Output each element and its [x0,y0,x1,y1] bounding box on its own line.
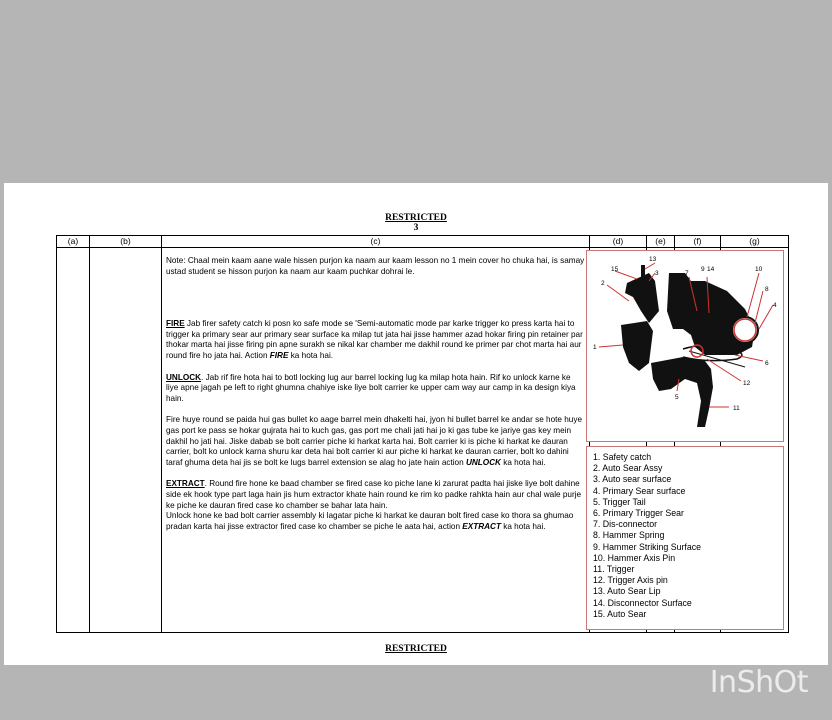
callout-15: 15 [611,266,619,273]
legend-item: 3. Auto sear surface [593,474,672,485]
fired-round-paragraph [166,415,585,468]
page-number: 3 [413,223,419,233]
extract-tail: ka hota hai. [500,521,546,531]
legend-item: 7. Dis-connector [593,519,658,530]
unlock-heading: UNLOCK [166,372,202,382]
callout-7: 7 [685,270,689,277]
fired-text: Fire huye round se paida hui gas bullet ko aage barrel mein dhakelti hai, jyon hi bullet barrel ke andar se hote huye gas port ke pass se hokar gujrata hai to kuch gas, gas port me chali jati hai jo ki gas tube ke jariye gas key mein dakhil ho jati hai. Jiske dabab se bolt carrier piche ki harkat karta hai. Bolt carrier ki is piche ki harkat ke dauran carrier, bolt ko unlock karna shuru kar deta hai bolt carrier ki aur piche ki harkat ke dauran carrier, bolt ko dahini taraf ghuma deta hai jis se bolt ke lugs barrel extension se alag ho jate hain action [166,415,583,467]
column-header: (f) [675,236,721,248]
inshot-watermark: InShOt [709,665,808,700]
callout-9: 9 [701,266,705,273]
mechanism-drawing [587,251,783,441]
legend-item: 11. Trigger [593,564,635,575]
column-header: (e) [647,236,675,248]
fire-text: Jab firer safety catch ki posn ko safe mode se 'Semi-automatic mode par karke trigger ko press karta hai to trigger ka primary sear aur primary sear surface ka milap tut jata hai jisse hammer azad hokar firing pin retainer par thokar marta hai jisse firing pin apne surakh se nikal kar chamber me dakhil round ke primer par chot marta hai aur round fire ho jata hai. Action [166,319,583,360]
legend-item: 1. Safety catch [593,452,652,462]
unlock-paragraph [166,373,585,405]
callout-6: 6 [765,360,769,367]
parts-legend [586,446,784,630]
legend-item: 5. Trigger Tail [593,496,646,507]
extract-text-2: Unlock hone ke bad bolt carrier assembly ki lagatar piche ki harkat ke dauran bolt fired case ko thora sa ghumao pradan karta hai jisse extractor fired case ko chamber se piche le aata hai, action [166,511,574,531]
extract-paragraph [166,479,585,511]
extract-text: . Round fire hone ke baad chamber se fired case ko piche lane ki zarurat padta hai jiske liye bolt dahine side ek hook type part laga hain jis hum extractor khate hain round ke rim ko padke rahkta hain aur chal wale purje ke piche ke dauran fired case ko chamber se bahar lata hain. [166,479,582,510]
legend-item: 12. Trigger Axis pin [593,575,668,586]
cell-a [57,248,90,633]
callout-5: 5 [675,394,679,401]
header-classification: RESTRICTED [385,213,447,223]
callout-14: 14 [707,266,715,273]
fired-tail: ka hota hai. [500,457,546,467]
callout-3: 3 [655,270,659,277]
lesson-text [162,248,589,532]
callout-10: 10 [755,266,763,273]
cell-c [162,248,590,633]
footer-classification: RESTRICTED [385,644,447,654]
unlock-text: . Jab rif fire hota hai to botl locking lug aur barrel locking lug ka milap hota hain. Rif ko unlock karne ke liye apne jagah pe left to right ghumna chahiye iske liye bolt carrier ke upper cam way aur camp in ka design kiya hain. [166,372,576,403]
fire-action: FIRE [269,350,289,360]
note-paragraph: Note: Chaal mein kaam aane wale hissen purjon ka naam aur kaam lesson no 1 mein cover ho chuka hai, is samay ustad student se hisson purjon ka naam aur kaam puchkar dohrai le. [166,256,585,276]
legend-item: 8. Hammer Spring [593,530,665,541]
extract-action: EXTRACT [462,521,501,531]
column-header: (a) [57,236,90,248]
fire-tail: ka hota hai. [288,350,334,360]
trigger-mechanism-diagram [586,250,784,442]
callout-8: 8 [765,286,769,293]
column-header: (b) [90,236,162,248]
legend-item: 9. Hammer Striking Surface [593,541,702,552]
legend-item: 13. Auto Sear Lip [593,586,661,597]
legend-item: 15. Auto Sear [593,608,647,619]
column-header: (c) [162,236,590,248]
callout-4: 4 [773,302,777,309]
callout-1: 1 [593,344,597,351]
callout-13: 13 [649,256,657,263]
cell-b [90,248,162,633]
extract-paragraph-2 [166,511,585,532]
extract-heading: EXTRACT [166,479,205,489]
fire-paragraph [166,319,585,361]
column-header: (g) [721,236,789,248]
legend-item: 6. Primary Trigger Sear [593,508,684,519]
legend-item: 2. Auto Sear Assy [593,463,663,474]
fired-action: UNLOCK [465,457,501,467]
fire-heading: FIRE [166,319,185,329]
legend-item: 10. Hammer Axis Pin [593,552,676,563]
callout-11: 11 [733,405,740,412]
legend-item: 4. Primary Sear surface [593,485,686,496]
legend-item: 14. Disconnector Surface [593,597,692,608]
callout-2: 2 [601,280,605,287]
callout-12: 12 [743,380,751,387]
column-header-row [57,236,789,248]
column-header: (d) [590,236,647,248]
